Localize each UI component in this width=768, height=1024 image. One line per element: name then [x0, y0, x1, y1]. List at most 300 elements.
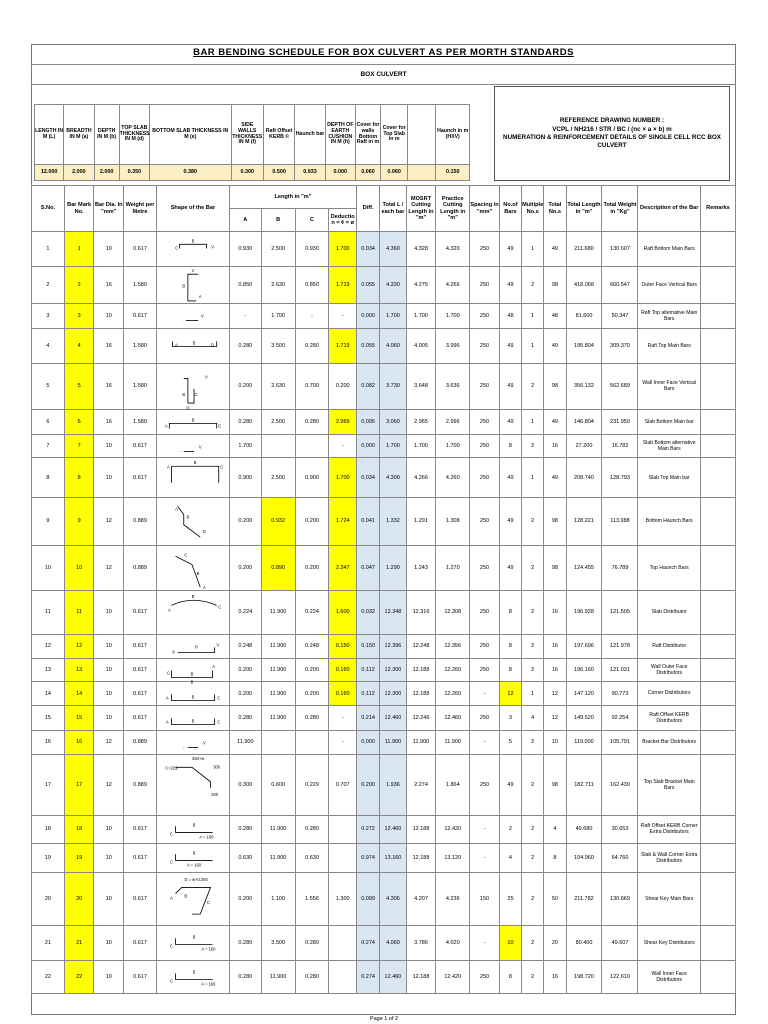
bar-shape-drawing [156, 232, 229, 267]
cell-desc: Raft Top alternative Main Bars [638, 303, 700, 328]
svg-text:C: C [220, 464, 224, 470]
col-no-bars: No.of Bars [499, 186, 521, 232]
cell-twt: 128.793 [602, 458, 638, 498]
svg-text:V: V [204, 373, 208, 379]
cell-desc: Outer Face Vertical Bars [638, 266, 700, 303]
cell-total: 4.300 [380, 458, 406, 498]
col-spacing: Spacing in "mm" [470, 186, 500, 232]
cell-total: 12.460 [380, 815, 406, 843]
cell-wt: 0.889 [124, 730, 157, 755]
bar-shape-svg [157, 961, 229, 993]
svg-text:C: C [169, 859, 173, 865]
bar-shape-svg [157, 731, 229, 755]
cell-desc: Raft Distributor [638, 634, 700, 658]
cell-total: 12.396 [380, 634, 406, 658]
cell-mult: 1 [522, 409, 544, 434]
bar-shape-drawing [156, 658, 229, 685]
bar-shape-drawing [156, 730, 229, 755]
bar-shape-drawing [156, 498, 229, 545]
svg-text:A = 160: A = 160 [201, 946, 216, 952]
cell-tno: 49 [544, 232, 566, 267]
cell-prac: 4.320 [436, 232, 470, 267]
svg-text:H: H [194, 644, 198, 650]
cell-spacing: 250 [470, 658, 500, 682]
svg-text:A: A [212, 663, 215, 669]
cell-prac: 12.420 [436, 815, 470, 843]
cell-spacing: 250 [470, 634, 500, 658]
cell-dia: 10 [94, 434, 124, 458]
cell-tlen: 211.782 [566, 873, 602, 925]
cell-b: 11.900 [261, 705, 295, 730]
reference-heading: REFERENCE DRAWING NUMBER : [559, 117, 665, 125]
cell-remarks [700, 815, 735, 843]
cell-mosrt: 12.316 [406, 590, 436, 634]
svg-text:B: B [192, 969, 196, 975]
table-row [32, 590, 736, 634]
cell-twt: 30.653 [602, 815, 638, 843]
cell-nbars: 49 [499, 409, 521, 434]
bar-shape-drawing [156, 873, 229, 925]
cell-total: 11.900 [380, 730, 406, 755]
cell-ded: 2.347 [329, 545, 357, 590]
cell-desc: Corner Distributors [638, 682, 700, 706]
cell-prac: 3.996 [436, 328, 470, 363]
cell-desc: Wall Outer Face Distributors [638, 658, 700, 682]
cell-mult: 2 [522, 634, 544, 658]
cell-prac: 12.308 [436, 590, 470, 634]
parameter-header: Cover for Top Slab in m [381, 105, 408, 165]
cell-spacing: - [470, 843, 500, 873]
cell-tno: 20 [544, 925, 566, 960]
cell-diff: 0.095 [356, 409, 379, 434]
cell-c: 0.900 [295, 458, 329, 498]
cell-c: 0.224 [295, 590, 329, 634]
bar-shape-drawing [156, 815, 229, 843]
cell-ded [329, 925, 357, 960]
cell-prac: 12.460 [436, 705, 470, 730]
cell-b: 2.500 [261, 458, 295, 498]
cell-tno: 49 [544, 328, 566, 363]
cell-tlen: 198.720 [566, 960, 602, 993]
cell-dia: 12 [94, 498, 124, 545]
col-sno: S.No. [32, 186, 65, 232]
cell-twt: 16.782 [602, 434, 638, 458]
cell-diff: 0.047 [356, 545, 379, 590]
cell-desc: Top Haunch Bars [638, 545, 700, 590]
cell-b: 11.900 [261, 843, 295, 873]
svg-text:A = 160: A = 160 [199, 834, 214, 840]
parameter-header [408, 105, 436, 165]
cell-diff: 0.272 [356, 815, 379, 843]
svg-text:B: B [192, 934, 196, 940]
svg-text:B: B [182, 391, 186, 397]
cell-twt: 130.607 [602, 232, 638, 267]
cell-mark: 21 [64, 925, 94, 960]
cell-a: 0.248 [229, 634, 261, 658]
cell-wt: 0.617 [124, 232, 157, 267]
cell-diff: 0.034 [356, 232, 379, 267]
cell-spacing: - [470, 730, 500, 755]
table-row [32, 925, 736, 960]
cell-wt: 0.617 [124, 682, 157, 706]
cell-tno: 4 [544, 815, 566, 843]
cell-mult: 1 [522, 682, 544, 706]
cell-sno: 21 [32, 925, 65, 960]
cell-dia: 12 [94, 755, 124, 816]
svg-text:.: . [182, 317, 184, 323]
cell-wt: 0.617 [124, 705, 157, 730]
bar-shape-svg [157, 873, 229, 924]
cell-a: 0.900 [229, 458, 261, 498]
cell-desc: Bottom Haunch Bars [638, 498, 700, 545]
cell-mosrt: 2.274 [406, 755, 436, 816]
cell-desc: Slab Bottom alternative Main Bars [638, 434, 700, 458]
cell-dia: 10 [94, 590, 124, 634]
cell-wt: 0.617 [124, 815, 157, 843]
cell-remarks [700, 755, 735, 816]
col-total-l: Total L / each bar [380, 186, 406, 232]
cell-b: 11.900 [261, 634, 295, 658]
cell-prac: 1.700 [436, 434, 470, 458]
cell-tno: 16 [544, 960, 566, 993]
reference-description: NUMERATION & REINFORCEMENT DETAILS OF SINGLE CELL RCC BOX CULVERT [503, 134, 721, 149]
cell-total: 1.936 [380, 755, 406, 816]
cell-sno: 8 [32, 458, 65, 498]
cell-b: 1.100 [261, 873, 295, 925]
svg-text:C: C [217, 719, 221, 725]
cell-b [261, 434, 295, 458]
cell-nbars: 12 [499, 682, 521, 706]
cell-total: 1.700 [380, 303, 406, 328]
cell-twt: 64.760 [602, 843, 638, 873]
cell-c: 1.556 [295, 873, 329, 925]
parameters-value-row [35, 165, 470, 181]
table-row [32, 658, 736, 682]
cell-twt: 105.791 [602, 730, 638, 755]
cell-total: 4.060 [380, 328, 406, 363]
cell-nbars: 49 [499, 498, 521, 545]
subtitle-divider [31, 84, 736, 85]
cell-twt: 309.370 [602, 328, 638, 363]
parameter-header: DEPTH IN M (b) [94, 105, 119, 165]
svg-text:C: C [169, 978, 173, 984]
cell-mark: 5 [64, 363, 94, 409]
svg-text:A: A [198, 293, 202, 299]
cell-c: 0.200 [295, 545, 329, 590]
cell-ded: 1.700 [329, 458, 357, 498]
col-a: A [229, 209, 261, 232]
parameter-value: 0.060 [355, 165, 380, 181]
col-practice: Practice Cutting Length in "m" [436, 186, 470, 232]
svg-text:C: C [184, 551, 188, 557]
cell-b: 2.630 [261, 266, 295, 303]
document-subtitle: BOX CULVERT [360, 71, 407, 78]
cell-a: 0.280 [229, 925, 261, 960]
cell-tno: 16 [544, 658, 566, 682]
cell-twt: 92.254 [602, 705, 638, 730]
cell-desc: Slab Distributor [638, 590, 700, 634]
cell-spacing: 250 [470, 705, 500, 730]
cell-remarks [700, 434, 735, 458]
cell-ded: - [329, 705, 357, 730]
bar-shape-svg [157, 458, 229, 497]
cell-remarks [700, 590, 735, 634]
cell-sno: 7 [32, 434, 65, 458]
parameter-header: Haunch in m (HXV) [436, 105, 470, 165]
cell-dia: 10 [94, 815, 124, 843]
cell-mark: 3 [64, 303, 94, 328]
svg-text:D: D [210, 342, 214, 348]
cell-diff: 0.000 [356, 434, 379, 458]
svg-text:A = 160: A = 160 [201, 981, 216, 987]
cell-diff: 0.034 [356, 458, 379, 498]
svg-text:B: B [190, 679, 194, 685]
svg-text:B: B [191, 238, 195, 244]
cell-tlen: 81.600 [566, 303, 602, 328]
parameter-header: DEPTH OF EARTH CUSHION IN M (h) [325, 105, 355, 165]
cell-mult: 1 [522, 458, 544, 498]
table-row [32, 232, 736, 267]
cell-twt: 121.978 [602, 634, 638, 658]
cell-a: 0.200 [229, 545, 261, 590]
cell-mosrt: 2.965 [406, 409, 436, 434]
cell-mark: 1 [64, 232, 94, 267]
svg-text:B: B [182, 283, 186, 289]
cell-diff: 0.214 [356, 705, 379, 730]
cell-prac: 12.260 [436, 658, 470, 682]
svg-text:V: V [191, 268, 195, 274]
cell-mosrt: 4.275 [406, 266, 436, 303]
cell-mark: 19 [64, 843, 94, 873]
cell-nbars: 8 [499, 960, 521, 993]
svg-text:C: C [194, 391, 198, 397]
cell-diff: 0.041 [356, 498, 379, 545]
cell-mark: 9 [64, 498, 94, 545]
cell-remarks [700, 730, 735, 755]
cell-b: 11.900 [261, 682, 295, 706]
table-row [32, 682, 736, 706]
cell-dia: 12 [94, 730, 124, 755]
cell-desc: Wall Inner Face Vertical Bars [638, 363, 700, 409]
cell-twt: 76.789 [602, 545, 638, 590]
cell-tno: 49 [544, 458, 566, 498]
cell-mult: 2 [522, 498, 544, 545]
cell-dia: 10 [94, 682, 124, 706]
svg-text:B: B [193, 460, 197, 466]
bar-shape-svg [157, 410, 229, 434]
svg-text:A: A [166, 464, 170, 470]
cell-ded: 1.700 [329, 232, 357, 267]
cell-wt: 0.617 [124, 303, 157, 328]
bar-shape-svg [157, 591, 229, 634]
cell-desc: Bracket Bar Distributors [638, 730, 700, 755]
svg-text:V: V [200, 313, 204, 319]
cell-remarks [700, 498, 735, 545]
cell-tno: 98 [544, 755, 566, 816]
svg-text:C=229: C=229 [165, 765, 178, 771]
cell-wt: 0.617 [124, 960, 157, 993]
cell-mult: 2 [522, 266, 544, 303]
cell-c: 0.280 [295, 815, 329, 843]
parameters-table [34, 104, 470, 181]
col-weight: Weight per Metre [124, 186, 157, 232]
col-shape: Shape of the Bar [156, 186, 229, 232]
bar-shape-drawing [156, 843, 229, 873]
cell-dia: 10 [94, 925, 124, 960]
cell-desc: Slab Bottom Main bar [638, 409, 700, 434]
cell-a: 0.200 [229, 682, 261, 706]
cell-mult: 2 [522, 815, 544, 843]
cell-a: 0.280 [229, 705, 261, 730]
cell-b: 0.890 [261, 545, 295, 590]
cell-a: 0.630 [229, 843, 261, 873]
cell-wt: 1.580 [124, 266, 157, 303]
bar-shape-drawing [156, 328, 229, 363]
svg-text:C: C [174, 245, 178, 251]
cell-c: 0.280 [295, 409, 329, 434]
cell-tlen: 146.804 [566, 409, 602, 434]
cell-tlen: 195.804 [566, 328, 602, 363]
cell-twt: 121.505 [602, 590, 638, 634]
cell-mult: 4 [522, 705, 544, 730]
cell-ded: 0.150 [329, 634, 357, 658]
svg-text:200: 200 [211, 792, 218, 798]
bar-shape-svg [157, 435, 229, 458]
cell-spacing: 150 [470, 873, 500, 925]
cell-twt: 50.347 [602, 303, 638, 328]
table-row [32, 705, 736, 730]
bar-shape-svg [157, 706, 229, 730]
cell-b: 11.900 [261, 590, 295, 634]
parameter-value: 0.933 [295, 165, 325, 181]
cell-b: 1.700 [261, 303, 295, 328]
col-bar-dia: Bar Dia. In "mm" [94, 186, 124, 232]
cell-c: 0.280 [295, 705, 329, 730]
cell-sno: 22 [32, 960, 65, 993]
svg-text:A = 160: A = 160 [186, 862, 201, 868]
cell-remarks [700, 634, 735, 658]
parameter-value: 0.060 [381, 165, 408, 181]
cell-twt: 121.031 [602, 658, 638, 682]
cell-tno: 49 [544, 409, 566, 434]
cell-diff: 0.000 [356, 303, 379, 328]
svg-text:300: 300 [213, 764, 221, 770]
cell-diff: 0.055 [356, 328, 379, 363]
cell-wt: 0.617 [124, 434, 157, 458]
cell-sno: 2 [32, 266, 65, 303]
cell-a: 0.280 [229, 960, 261, 993]
table-row [32, 328, 736, 363]
cell-tlen: 49.680 [566, 815, 602, 843]
cell-desc: Slab Top Main bar [638, 458, 700, 498]
cell-spacing: 250 [470, 590, 500, 634]
cell-spacing: 250 [470, 328, 500, 363]
cell-total: 1.700 [380, 434, 406, 458]
cell-a: 0.200 [229, 498, 261, 545]
cell-c: 0.229 [295, 755, 329, 816]
cell-mark: 6 [64, 409, 94, 434]
cell-mosrt: 3.648 [406, 363, 436, 409]
cell-sno: 14 [32, 682, 65, 706]
cell-c: 0.930 [295, 232, 329, 267]
cell-sno: 3 [32, 303, 65, 328]
cell-twt: 231.950 [602, 409, 638, 434]
cell-total: 1.332 [380, 498, 406, 545]
bar-shape-drawing [156, 755, 229, 816]
svg-text:C: C [218, 604, 222, 610]
cell-nbars: 49 [499, 232, 521, 267]
cell-remarks [700, 328, 735, 363]
svg-text:A: A [169, 896, 173, 902]
cell-remarks [700, 409, 735, 434]
bar-shape-svg [157, 546, 229, 590]
cell-mosrt: 3.786 [406, 925, 436, 960]
svg-text:B: B [184, 894, 188, 900]
cell-prac: 4.236 [436, 873, 470, 925]
cell-nbars: 4 [499, 843, 521, 873]
cell-total: 4.306 [380, 873, 406, 925]
cell-diff: 0.112 [356, 658, 379, 682]
cell-mult: 1 [522, 303, 544, 328]
cell-c [295, 434, 329, 458]
parameter-value: 0.300 [231, 165, 263, 181]
cell-ded: - [329, 730, 357, 755]
cell-b: 11.900 [261, 815, 295, 843]
cell-tno: 12 [544, 682, 566, 706]
cell-ded: 1.600 [329, 590, 357, 634]
cell-diff: 0.055 [356, 266, 379, 303]
cell-prac: 4.260 [436, 458, 470, 498]
cell-spacing: 250 [470, 960, 500, 993]
bar-bending-table [31, 185, 736, 994]
cell-ded: 0.160 [329, 682, 357, 706]
cell-remarks [700, 658, 735, 682]
cell-tlen: 119.000 [566, 730, 602, 755]
bar-shape-svg [157, 364, 229, 409]
cell-mark: 14 [64, 682, 94, 706]
parameters-header-row [35, 105, 470, 165]
cell-wt: 0.617 [124, 634, 157, 658]
svg-text:B: B [196, 570, 200, 576]
svg-text:B: B [191, 593, 195, 599]
cell-sno: 15 [32, 705, 65, 730]
cell-prac: 3.636 [436, 363, 470, 409]
cell-mosrt: 1.291 [406, 498, 436, 545]
svg-text:B: B [190, 671, 194, 677]
cell-mark: 20 [64, 873, 94, 925]
svg-text:C: C [218, 423, 222, 429]
svg-text:D: D [186, 404, 190, 410]
cell-tlen: 104.960 [566, 843, 602, 873]
cell-tlen: 147.120 [566, 682, 602, 706]
cell-tlen: 80.400 [566, 925, 602, 960]
cell-nbars: 8 [499, 634, 521, 658]
col-description: Description of the Bar [638, 186, 700, 232]
col-bar-mark: Bar Mark No. [64, 186, 94, 232]
cell-desc: Wall Inner Face Distributors [638, 960, 700, 993]
cell-sno: 18 [32, 815, 65, 843]
cell-prac: 4.020 [436, 925, 470, 960]
cell-diff: 0.974 [356, 843, 379, 873]
cell-tno: 98 [544, 545, 566, 590]
cell-a: 11.900 [229, 730, 261, 755]
cell-desc: Raft Top Main Bars [638, 328, 700, 363]
cell-mult: 2 [522, 545, 544, 590]
svg-text:B: B [191, 718, 195, 724]
col-c: C [295, 209, 329, 232]
cell-tlen: 124.455 [566, 545, 602, 590]
svg-text:B: B [192, 340, 196, 346]
